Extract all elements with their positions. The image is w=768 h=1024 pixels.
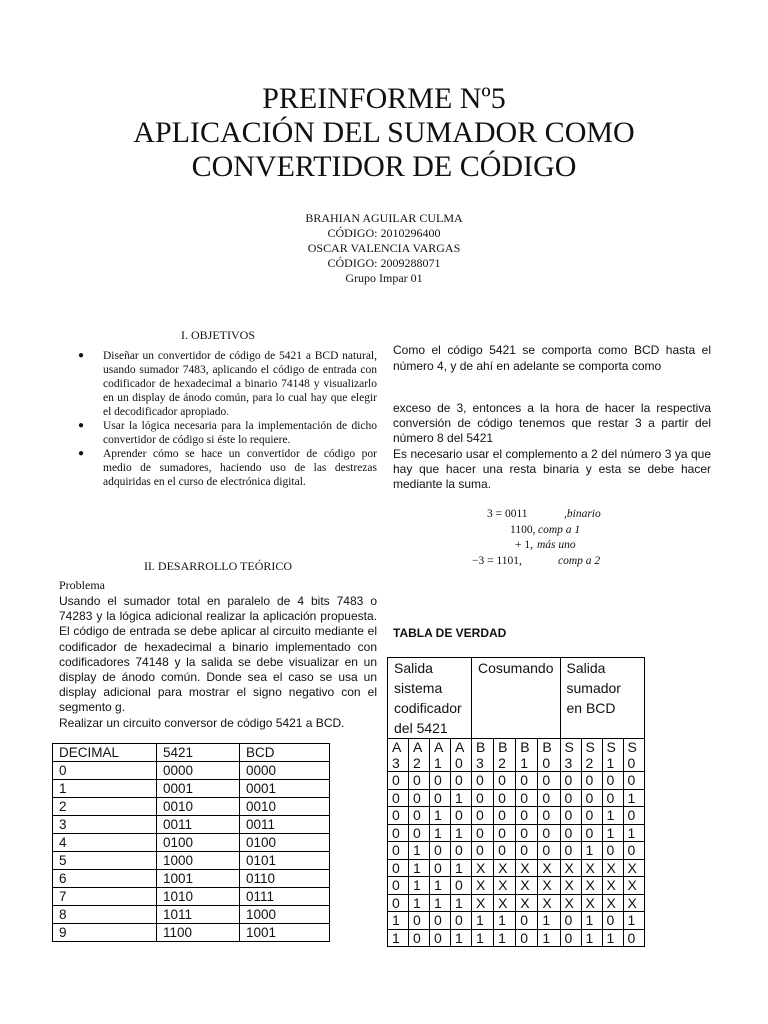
table-cell: 0	[581, 824, 602, 842]
table-row	[388, 859, 645, 877]
table-cell: 0	[516, 842, 538, 860]
table-row	[388, 912, 645, 930]
table-cell: 0	[53, 762, 157, 780]
table-cell: X	[602, 894, 623, 912]
table-cell: 0101	[240, 852, 330, 870]
bit-index: 3	[392, 755, 400, 771]
bit-header	[409, 739, 430, 772]
objective-text: Usar la lógica necesaria para la implementación de dicho convertidor de código si éste lo requiere.	[103, 420, 377, 446]
table-cell: 0	[388, 789, 409, 807]
math-annotation: comp a 1	[538, 523, 581, 536]
table-cell: 0	[560, 842, 581, 860]
table-cell: 1	[451, 824, 472, 842]
table-cell: 0	[472, 842, 494, 860]
table-cell: 0	[451, 842, 472, 860]
author-code-2: CÓDIGO: 2009288071	[327, 256, 441, 270]
table-cell: X	[560, 894, 581, 912]
table-cell: 0011	[157, 816, 240, 834]
table-cell: X	[623, 859, 644, 877]
table-cell: 7	[53, 888, 157, 906]
table-cell: X	[516, 877, 538, 895]
table-cell: 1	[430, 877, 451, 895]
table-cell: 0	[388, 824, 409, 842]
table-cell: 0	[430, 842, 451, 860]
bit-letter: A	[392, 739, 402, 755]
table-row	[53, 762, 330, 780]
table-row	[53, 906, 330, 924]
bit-index: 0	[627, 755, 636, 771]
table-cell: 1	[430, 894, 451, 912]
table-cell: 1000	[240, 906, 330, 924]
table-cell: 0	[560, 789, 581, 807]
title-line-3: CONVERTIDOR DE CÓDIGO	[191, 150, 577, 183]
table-cell: 1001	[240, 924, 330, 942]
table-cell: 5	[53, 852, 157, 870]
table-cell: 0	[560, 824, 581, 842]
table-cell: 0	[538, 824, 560, 842]
author-block	[0, 211, 768, 286]
table-cell: X	[602, 877, 623, 895]
bit-index: 3	[564, 755, 573, 771]
table-cell: 1	[581, 842, 602, 860]
math-annotation: más uno	[537, 539, 576, 551]
bit-header-row	[388, 739, 645, 772]
table-cell: 0	[472, 789, 494, 807]
bit-letter: B	[542, 739, 552, 755]
table-cell: 0	[494, 824, 516, 842]
table-cell: X	[623, 894, 644, 912]
table-cell: X	[581, 859, 602, 877]
table-cell: 2	[53, 798, 157, 816]
table-cell: 0	[451, 877, 472, 895]
table-cell: 0	[560, 912, 581, 930]
right-paragraph-2	[393, 401, 711, 492]
table-cell: 1	[451, 894, 472, 912]
table-cell: 1	[623, 824, 644, 842]
table-cell: X	[472, 859, 494, 877]
table-cell: 0	[409, 912, 430, 930]
table-row	[53, 888, 330, 906]
table-cell: 0110	[240, 870, 330, 888]
author-name-2: OSCAR VALENCIA VARGAS	[307, 241, 461, 255]
table-cell: 0	[560, 772, 581, 790]
table-cell: 0	[581, 807, 602, 825]
table-cell: 1	[602, 807, 623, 825]
list-item	[59, 419, 377, 447]
table-cell: 0	[538, 772, 560, 790]
table-cell: X	[472, 894, 494, 912]
table-cell: 1	[581, 929, 602, 947]
math-expression: + 1,	[515, 539, 533, 551]
table-cell: 1	[409, 842, 430, 860]
table-cell: X	[581, 894, 602, 912]
table-cell: 0	[602, 772, 623, 790]
bit-index: 0	[542, 755, 551, 771]
codes-table	[52, 743, 330, 942]
table-cell: 0	[494, 789, 516, 807]
bit-index: 0	[455, 755, 463, 771]
table-cell: 0100	[157, 834, 240, 852]
bit-header	[560, 739, 581, 772]
table-cell: 1	[388, 912, 409, 930]
table-cell: 1	[602, 824, 623, 842]
column-header: 5421	[157, 744, 240, 762]
table-cell: 1	[409, 877, 430, 895]
table-cell: 0	[623, 807, 644, 825]
bit-header	[538, 739, 560, 772]
table-cell: 1	[472, 912, 494, 930]
table-cell: 1	[451, 859, 472, 877]
bit-index: 2	[585, 755, 594, 771]
table-cell: 0	[516, 912, 538, 930]
math-annotation: ,binario	[564, 508, 601, 520]
bit-letter: S	[606, 739, 616, 755]
table-cell: 0	[602, 912, 623, 930]
table-cell: 0	[516, 772, 538, 790]
author-name-1: BRAHIAN AGUILAR CULMA	[305, 211, 463, 225]
table-cell: X	[623, 877, 644, 895]
table-cell: 0	[409, 772, 430, 790]
group-header: Salida sumador en BCD	[560, 658, 644, 739]
bit-letter: B	[476, 739, 486, 755]
math-expression: −3 = 1101,	[472, 554, 522, 567]
table-cell: X	[516, 859, 538, 877]
table-cell: 1	[602, 929, 623, 947]
bit-header	[451, 739, 472, 772]
table-cell: X	[538, 877, 560, 895]
table-cell: 0	[494, 807, 516, 825]
table-cell: 1	[538, 929, 560, 947]
bit-header	[494, 739, 516, 772]
objectives-heading: I. OBJETIVOS	[181, 328, 255, 342]
table-cell: 1	[388, 929, 409, 947]
table-cell: 1	[494, 912, 516, 930]
table-cell: 0001	[240, 780, 330, 798]
right-paragraph-2a: exceso de 3, entonces a la hora de hacer la respectiva conversión de código tenemos que restar 3 a partir del número 8 del 5421	[393, 401, 711, 446]
table-row	[53, 798, 330, 816]
table-cell: X	[538, 859, 560, 877]
table-cell: 1	[494, 929, 516, 947]
table-cell: 0	[472, 824, 494, 842]
table-cell: 0000	[157, 762, 240, 780]
bit-index: 1	[434, 755, 442, 771]
table-cell: 0	[451, 807, 472, 825]
math-expression: 1100,	[510, 523, 536, 536]
table-cell: 1	[472, 929, 494, 947]
table-row	[388, 894, 645, 912]
bit-index: 2	[413, 755, 421, 771]
table-cell: 0	[388, 772, 409, 790]
bit-header	[430, 739, 451, 772]
table-cell: 0	[430, 929, 451, 947]
table-cell: 1	[451, 789, 472, 807]
table-cell: 0000	[240, 762, 330, 780]
table-cell: 0	[388, 807, 409, 825]
objective-text: Aprender cómo se hace un convertidor de código por medio de sumadores, haciendo uso de las destrezas adquiridas en el curso de electrónica digital.	[103, 448, 377, 488]
table-cell: 1	[623, 789, 644, 807]
table-cell: 0	[581, 789, 602, 807]
group-header: Salida sistema codificador del 5421	[388, 658, 472, 739]
objectives-section	[59, 328, 377, 489]
table-cell: 4	[53, 834, 157, 852]
bit-letter: A	[413, 739, 423, 755]
table-cell: 3	[53, 816, 157, 834]
table-cell: 0111	[240, 888, 330, 906]
bullet-icon: ●	[78, 448, 85, 459]
table-cell: 0	[560, 929, 581, 947]
table-cell: 0	[472, 807, 494, 825]
table-cell: 0	[602, 842, 623, 860]
bit-letter: S	[627, 739, 637, 755]
table-cell: 1	[409, 859, 430, 877]
bit-letter: A	[455, 739, 465, 755]
table-cell: X	[494, 877, 516, 895]
column-header: DECIMAL	[53, 744, 157, 762]
author-code-1: CÓDIGO: 2010296400	[327, 226, 441, 240]
table-cell: 0	[451, 772, 472, 790]
table-row	[53, 780, 330, 798]
table-cell: 0	[516, 789, 538, 807]
table-cell: 1	[623, 912, 644, 930]
table-cell: X	[538, 894, 560, 912]
table-cell: 1010	[157, 888, 240, 906]
bit-header	[623, 739, 644, 772]
table-cell: X	[494, 859, 516, 877]
table-cell: X	[602, 859, 623, 877]
bullet-icon: ●	[78, 420, 85, 431]
right-paragraph-2b: Es necesario usar el complemento a 2 del número 3 ya que hay que hacer una resta binaria y esta se debe hacer mediante la suma.	[393, 446, 711, 492]
table-row	[388, 842, 645, 860]
column-header: BCD	[240, 744, 330, 762]
table-cell: 0	[560, 807, 581, 825]
table-row	[388, 929, 645, 947]
table-cell: 0	[494, 842, 516, 860]
table-cell: 0	[516, 929, 538, 947]
list-item	[59, 349, 377, 419]
math-expression: 3 = 0011	[487, 508, 528, 520]
table-cell: 0	[516, 807, 538, 825]
table-cell: 0010	[240, 798, 330, 816]
table-cell: 0	[451, 912, 472, 930]
table-row	[53, 870, 330, 888]
bit-letter: S	[585, 739, 595, 755]
table-cell: 0	[581, 772, 602, 790]
table-cell: 0	[623, 929, 644, 947]
table-cell: 0011	[240, 816, 330, 834]
bit-index: 3	[476, 755, 484, 771]
document-title	[0, 82, 768, 184]
table-cell: 1100	[157, 924, 240, 942]
bit-letter: B	[520, 739, 530, 755]
table-cell: 1011	[157, 906, 240, 924]
table-cell: 0	[538, 807, 560, 825]
table-cell: 0	[472, 772, 494, 790]
table-cell: 1	[409, 894, 430, 912]
table-cell: X	[494, 894, 516, 912]
bit-index: 1	[606, 755, 615, 771]
table-cell: 0010	[157, 798, 240, 816]
table-cell: 0	[430, 789, 451, 807]
table-row	[388, 807, 645, 825]
bit-index: 1	[520, 755, 529, 771]
table-cell: 1	[430, 807, 451, 825]
table-cell: 0	[623, 772, 644, 790]
table-cell: X	[560, 877, 581, 895]
table-cell: 0	[430, 912, 451, 930]
table-row	[388, 789, 645, 807]
objective-text: Diseñar un convertidor de código de 5421 a BCD natural, usando sumador 7483, aplicando el código de entrada con codificador de hexadecimal a binario 74148 y visualizarlo en un display de ánodo común, para lo cual hay que elegir el decodificador apropiado.	[103, 350, 377, 418]
bit-letter: A	[434, 739, 444, 755]
table-cell: 0	[388, 842, 409, 860]
table-row	[388, 772, 645, 790]
table-cell: X	[516, 894, 538, 912]
title-line-2: APLICACIÓN DEL SUMADOR COMO	[133, 116, 635, 149]
table-cell: 6	[53, 870, 157, 888]
table-cell: 0	[602, 789, 623, 807]
table-cell: 1	[581, 912, 602, 930]
truth-table-title: TABLA DE VERDAD	[393, 626, 507, 640]
group-header: Cosumando	[472, 658, 561, 739]
problem-label: Problema	[59, 578, 105, 592]
table-cell: 0	[388, 894, 409, 912]
table-cell: 1	[538, 912, 560, 930]
bit-letter: S	[564, 739, 574, 755]
table-header-row	[53, 744, 330, 762]
table-cell: 8	[53, 906, 157, 924]
table-row	[53, 834, 330, 852]
table-cell: 0	[430, 772, 451, 790]
group-label: Grupo Impar 01	[345, 271, 423, 285]
table-row	[53, 816, 330, 834]
table-row	[388, 877, 645, 895]
table-cell: 0	[430, 859, 451, 877]
table-cell: 0	[409, 824, 430, 842]
bit-header	[388, 739, 409, 772]
table-cell: 0	[494, 772, 516, 790]
table-cell: 0	[538, 789, 560, 807]
table-row	[388, 824, 645, 842]
table-cell: 0	[623, 842, 644, 860]
table-cell: 1	[451, 929, 472, 947]
truth-table	[387, 657, 645, 947]
table-cell: 1	[430, 824, 451, 842]
table-cell: 0	[516, 824, 538, 842]
table-cell: 1000	[157, 852, 240, 870]
table-cell: 0	[409, 789, 430, 807]
table-cell: 0	[538, 842, 560, 860]
table-row	[53, 852, 330, 870]
bit-index: 2	[498, 755, 506, 771]
bit-letter: B	[498, 739, 508, 755]
right-paragraph-1: Como el código 5421 se comporta como BCD hasta el número 4, y de ahí en adelante se comporta como	[393, 343, 711, 373]
table-row	[53, 924, 330, 942]
table-cell: 0	[388, 859, 409, 877]
objectives-list	[59, 349, 377, 489]
bit-header	[516, 739, 538, 772]
table-cell: 0	[409, 929, 430, 947]
table-cell: 0	[388, 877, 409, 895]
table-cell: 1001	[157, 870, 240, 888]
table-cell: X	[472, 877, 494, 895]
bit-header	[472, 739, 494, 772]
problem-text	[59, 594, 377, 731]
table-cell: X	[581, 877, 602, 895]
development-heading: II. DESARROLLO TEÓRICO	[143, 559, 293, 573]
problem-task: Realizar un circuito conversor de código 5421 a BCD.	[59, 715, 345, 730]
bullet-icon: ●	[78, 350, 85, 361]
table-cell: 1	[53, 780, 157, 798]
bit-header	[602, 739, 623, 772]
list-item	[59, 447, 377, 489]
table-cell: X	[560, 859, 581, 877]
problem-description: Usando el sumador total en paralelo de 4 bits 7483 o 74283 y la lógica adicional realizar la aplicación propuesta. El código de entrada se debe aplicar al circuito mediante el codificador de hexadecimal a binario implementado con codificadores 74148 y la salida se debe visualizar en un display de ánodo común. Donde sea el caso se usa un display adicional para mostrar el signo negativo con el segmento g.	[59, 594, 377, 715]
table-cell: 0	[409, 807, 430, 825]
group-header-row	[388, 658, 645, 739]
table-cell: 0100	[240, 834, 330, 852]
math-annotation: comp a 2	[558, 554, 601, 567]
table-cell: 0001	[157, 780, 240, 798]
bit-header	[581, 739, 602, 772]
table-cell: 9	[53, 924, 157, 942]
title-line-1: PREINFORME Nº5	[262, 82, 506, 115]
